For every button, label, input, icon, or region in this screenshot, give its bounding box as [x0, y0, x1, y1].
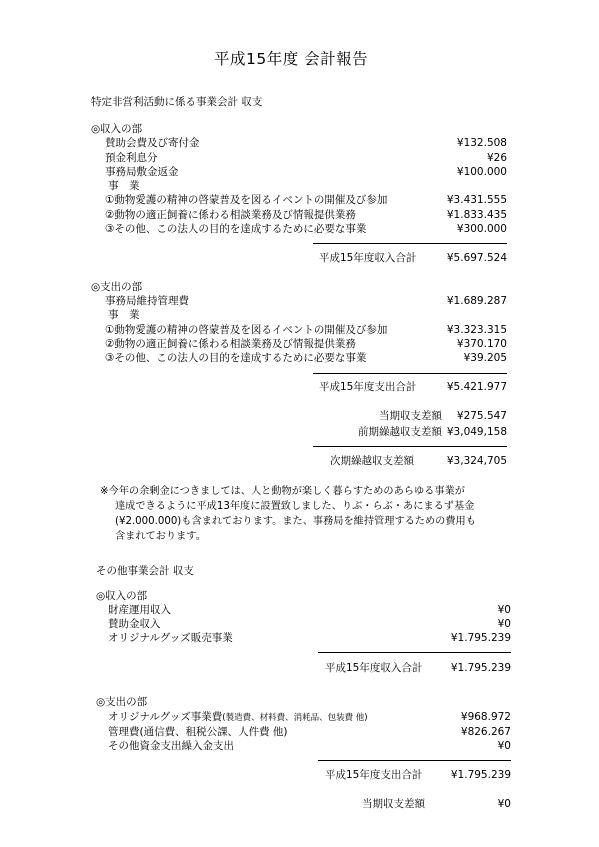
s2-balance-amount: ¥0: [497, 798, 511, 810]
page-title: 平成15年度 会計報告: [214, 50, 369, 68]
s2-income-amount: ¥1.795.239: [450, 632, 511, 644]
s1-income-total-label: 平成15年度収入合計: [319, 252, 417, 264]
s1-income-amount: ¥100.000: [456, 166, 507, 178]
s1-income-amount: ¥3.431.555: [446, 194, 507, 206]
s1-expense-label: 事 業: [108, 309, 140, 321]
s2-expense-label: その他資金支出繰入金支出: [108, 740, 234, 752]
s1-expense-heading: ◎支出の部: [91, 281, 143, 293]
total-rule: [313, 373, 507, 374]
total-rule: [318, 652, 511, 653]
total-rule: [318, 760, 511, 761]
s1-income-amount: ¥1.833.435: [446, 209, 507, 221]
s1-balance-label: 当期収支差額: [379, 410, 442, 422]
s2-expense-label: オリジナルグッズ事業費: [108, 711, 223, 723]
note-line: 含まれております。: [115, 531, 206, 542]
s1-expense-label: ③その他、この法人の目的を達成するために必要な事業: [105, 352, 367, 364]
section1-heading: 特定非営利活動に係る事業会計 収支: [91, 96, 263, 108]
s2-income-label: オリジナルグッズ販売事業: [108, 632, 233, 644]
s2-expense-item: [108, 712, 368, 723]
s1-income-label: ①動物愛護の精神の啓蒙普及を図るイベントの開催及び参加: [105, 194, 388, 206]
s2-income-total-amount: ¥1.795.239: [450, 662, 511, 674]
note-line: 達成できるように平成13年度に設置致しました、りぶ・らぶ・あにまるず基金: [115, 501, 475, 512]
s1-expense-amount: ¥1.689.287: [446, 295, 507, 307]
s2-expense-amount: ¥968.972: [460, 711, 511, 723]
s2-income-amount: ¥0: [497, 604, 511, 616]
s1-balance-amount: ¥3,049,158: [446, 426, 507, 438]
s1-expense-amount: ¥370.170: [456, 338, 507, 350]
section2-heading: その他事業会計 収支: [96, 565, 194, 577]
s1-carryover-label: 次期繰越収支差額: [330, 455, 414, 467]
s1-income-label: ②動物の適正飼養に係わる相談業務及び情報提供業務: [105, 209, 356, 221]
s1-income-label: 預金利息分: [105, 152, 158, 164]
s2-income-heading: ◎収入の部: [96, 590, 148, 602]
s1-income-amount: ¥132.508: [456, 137, 507, 149]
note-line: ※今年の余剰金につきましては、人と動物が楽しく暮らすためのあらゆる事業が: [100, 486, 465, 497]
s2-income-label: 賛助金収入: [108, 618, 161, 630]
s1-income-heading: ◎収入の部: [91, 123, 143, 135]
s1-expense-amount: ¥3.323.315: [446, 324, 507, 336]
s1-income-label: 事 業: [108, 180, 140, 192]
s1-income-total-amount: ¥5.697.524: [446, 252, 507, 264]
s1-expense-amount: ¥39.205: [463, 352, 507, 364]
s1-balance-label: 前期繰越収支差額: [358, 426, 442, 438]
s2-expense-heading: ◎支出の部: [96, 696, 148, 708]
total-rule: [313, 243, 507, 244]
s1-expense-label: 事務局維持管理費: [105, 295, 189, 307]
s2-income-total-label: 平成15年度収入合計: [325, 662, 423, 674]
s1-expense-label: ①動物愛護の精神の啓蒙普及を図るイベントの開催及び参加: [105, 324, 388, 336]
s2-expense-total-label: 平成15年度支出合計: [325, 769, 423, 781]
s1-income-amount: ¥26: [486, 152, 507, 164]
s1-income-amount: ¥300.000: [456, 223, 507, 235]
s2-income-amount: ¥0: [497, 618, 511, 630]
s2-income-label: 財産運用収入: [108, 604, 171, 616]
s2-expense-amount: ¥826.267: [460, 726, 511, 738]
total-rule: [313, 446, 507, 447]
s1-income-label: 賛助会費及び寄付金: [105, 137, 200, 149]
s2-expense-label: 管理費(通信費、租税公課、人件費 他): [108, 726, 288, 738]
s1-expense-total-label: 平成15年度支出合計: [319, 381, 417, 393]
s1-expense-total-amount: ¥5.421.977: [446, 381, 507, 393]
s2-expense-total-amount: ¥1.795.239: [450, 769, 511, 781]
s1-expense-label: ②動物の適正飼養に係わる相談業務及び情報提供業務: [105, 338, 356, 350]
s1-income-label: 事務局敷金返金: [105, 166, 179, 178]
s2-expense-amount: ¥0: [497, 740, 511, 752]
note-line: (¥2.000.000)も含まれております。また、事務局を維持管理するための費用も: [115, 516, 476, 527]
s1-carryover-amount: ¥3,324,705: [446, 455, 507, 467]
s1-income-label: ③その他、この法人の目的を達成するために必要な事業: [105, 223, 367, 235]
s2-expense-sub: (製造費、材料費、消耗品、包装費 他): [222, 713, 368, 723]
s1-balance-amount: ¥275.547: [456, 410, 507, 422]
s2-balance-label: 当期収支差額: [362, 798, 425, 810]
